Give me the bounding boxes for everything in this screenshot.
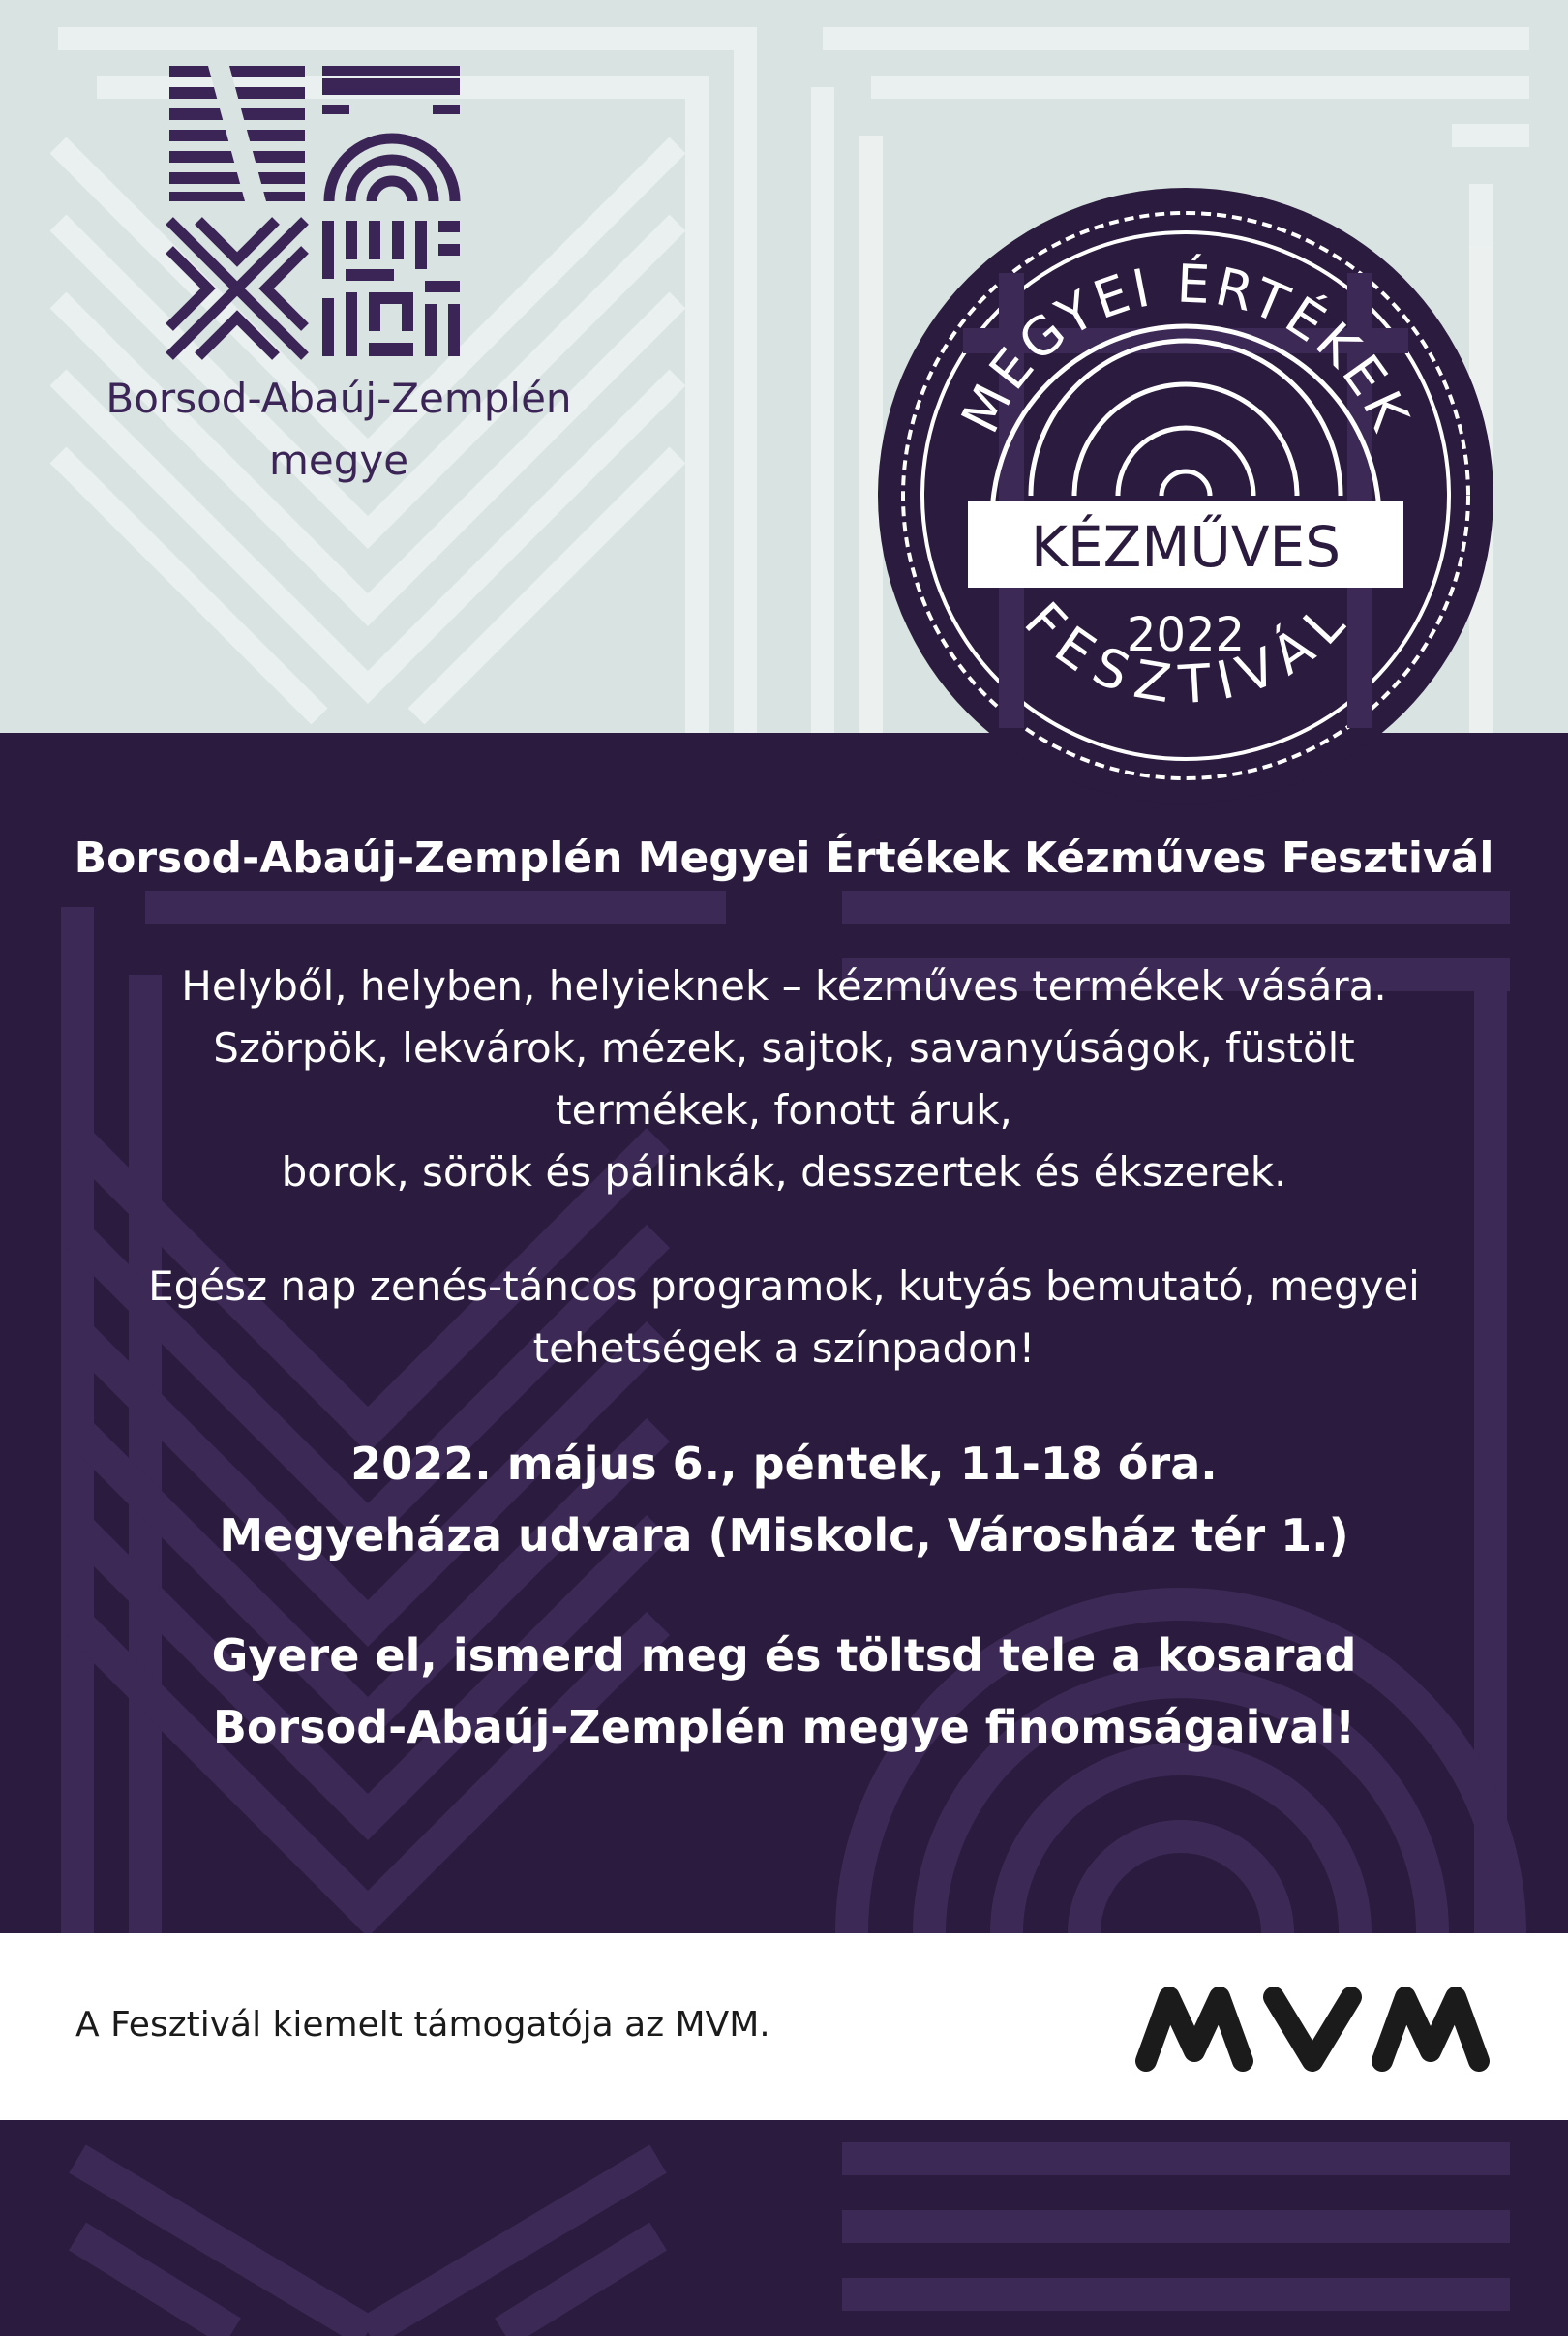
event-details bbox=[58, 1428, 1510, 1571]
badge-arc-bottom: FESZTIVÁL bbox=[1012, 591, 1359, 716]
desc-line: Helyből, helyben, helyieknek – kézműves termékek vására. bbox=[181, 962, 1387, 1010]
desc-line: termékek, fonott áruk, bbox=[556, 1086, 1012, 1134]
desc-line: Szörpök, lekvárok, mézek, sajtok, savanyúságok, füstölt bbox=[213, 1024, 1355, 1072]
footer-band bbox=[0, 2120, 1568, 2332]
cta-line1: Gyere el, ismerd meg és töltsd tele a kosarad bbox=[211, 1629, 1357, 1682]
sponsor-bar bbox=[0, 1933, 1568, 2120]
badge-banner: KÉZMŰVES bbox=[1030, 514, 1342, 580]
cta-line2: Borsod-Abaúj-Zemplén megye finomságaival! bbox=[212, 1701, 1356, 1753]
county-logo bbox=[169, 66, 460, 356]
program-line: Egész nap zenés-táncos programok, kutyás bemutató, megyei bbox=[148, 1262, 1420, 1310]
event-date: 2022. május 6., péntek, 11-18 óra. bbox=[350, 1438, 1218, 1490]
county-name-line2: megye bbox=[268, 437, 409, 484]
mvm-logo bbox=[1132, 1984, 1493, 2073]
badge-arc-top: MEGYEI ÉRTÉKEK bbox=[950, 253, 1423, 442]
desc-line: borok, sörök és pálinkák, desszertek és ékszerek. bbox=[281, 1148, 1287, 1196]
sponsor-text: A Fesztivál kiemelt támogatója az MVM. bbox=[75, 2005, 770, 2045]
county-name-line1: Borsod-Abaúj-Zemplén bbox=[106, 375, 572, 422]
program-description bbox=[58, 1256, 1510, 1380]
badge-year: 2022 bbox=[1126, 608, 1246, 662]
program-line: tehetségek a színpadon! bbox=[532, 1324, 1036, 1372]
festival-badge bbox=[876, 186, 1495, 805]
main-content bbox=[58, 830, 1510, 1763]
call-to-action bbox=[58, 1620, 1510, 1763]
event-venue: Megyeháza udvara (Miskolc, Városház tér 1.) bbox=[219, 1509, 1349, 1562]
county-name bbox=[39, 368, 639, 492]
footer-background-pattern bbox=[0, 2120, 1568, 2332]
festival-headline: Borsod-Abaúj-Zemplén Megyei Értékek Kézműves Fesztivál bbox=[74, 834, 1494, 883]
mvm-logo-text: MVM bbox=[1311, 2073, 1314, 2074]
festival-description bbox=[58, 956, 1510, 1203]
